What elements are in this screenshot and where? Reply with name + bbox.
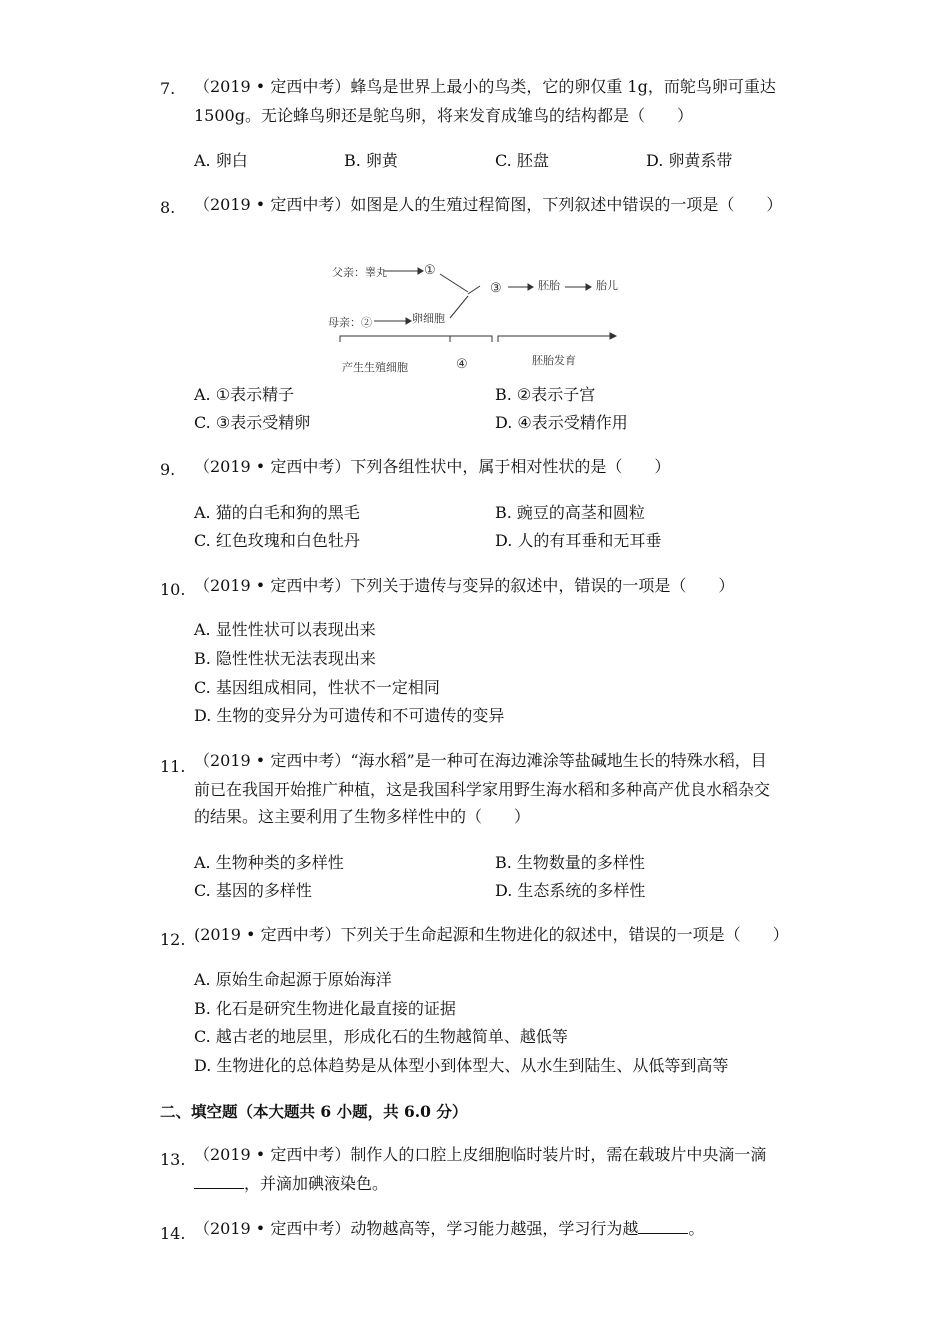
question-line: （2019 • 定西中考）如图是人的生殖过程简图，下列叙述中错误的一项是（ ） <box>194 195 783 214</box>
option-d[interactable]: D. 人的有耳垂和无耳垂 <box>495 531 662 550</box>
circle-1-label: ① <box>424 263 436 278</box>
option-a[interactable]: A. 猫的白毛和狗的黑毛 <box>194 503 360 522</box>
question-line: （2019 • 定西中考）下列各组性状中，属于相对性状的是（ ） <box>194 457 671 476</box>
question-line <box>194 1214 704 1243</box>
option-b[interactable]: B. ②表示子宫 <box>495 385 596 404</box>
embryo-label: 胚胎 <box>538 279 560 292</box>
option-b[interactable]: B. 豌豆的高茎和圆粒 <box>495 503 645 522</box>
question-text <box>194 920 800 949</box>
branch-line <box>450 296 468 318</box>
option-d[interactable]: D. 生物的变异分为可遗传和不可遗传的变异 <box>194 706 505 725</box>
option-b[interactable]: B. 化石是研究生物进化最直接的证据 <box>194 999 456 1018</box>
question-text-after-blank: ，并滴加碘液染色。 <box>244 1174 389 1193</box>
question-line: 1500g。无论蜂鸟卵还是鸵鸟卵，将来发育成雏鸟的结构都是（ ） <box>194 106 693 125</box>
option-c[interactable]: C. ③表示受精卵 <box>194 413 311 432</box>
question-text <box>194 72 800 130</box>
arrow-head <box>610 333 616 339</box>
question-text <box>194 452 800 481</box>
question-text-before-blank: （2019 • 定西中考）动物越高等，学习能力越强，学习行为越 <box>194 1219 639 1238</box>
father-label: 父亲：睾丸 <box>332 266 387 279</box>
option-b[interactable]: B. 卵黄 <box>344 151 398 170</box>
option-a[interactable]: A. ①表示精子 <box>194 385 295 404</box>
option-c[interactable]: C. 基因组成相同，性状不一定相同 <box>194 678 440 697</box>
option-d[interactable]: D. ④表示受精作用 <box>495 413 628 432</box>
option-a[interactable]: A. 生物种类的多样性 <box>194 853 344 872</box>
branch-line <box>468 286 480 294</box>
arrow-head <box>586 284 591 290</box>
option-c[interactable]: C. 胚盘 <box>495 151 549 170</box>
question-text <box>194 190 800 219</box>
question-number: 10. <box>160 580 186 599</box>
question-line <box>194 1169 388 1198</box>
question-line: (2019 • 定西中考）下列关于生命起源和生物进化的叙述中，错误的一项是（ ） <box>194 925 789 944</box>
question-number: 13. <box>160 1150 186 1169</box>
answer-blank[interactable] <box>638 1219 688 1234</box>
question-number: 8. <box>160 198 176 217</box>
question-number: 14. <box>160 1224 186 1243</box>
option-a[interactable]: A. 卵白 <box>194 151 248 170</box>
stage-2-label: ④ <box>456 357 468 372</box>
option-d[interactable]: D. 卵黄系带 <box>646 151 733 170</box>
question-line: （2019 • 定西中考）下列关于遗传与变异的叙述中，错误的一项是（ ） <box>194 576 735 595</box>
question-line: （2019 • 定西中考）蜂鸟是世界上最小的鸟类，它的卵仅重 1g，而鸵鸟卵可重达 <box>194 77 776 96</box>
question-line: 前已在我国开始推广种植，这是我国科学家用野生海水稻和多种高产优良水稻杂交 <box>194 780 771 799</box>
option-b[interactable]: B. 生物数量的多样性 <box>495 853 645 872</box>
circle-3-label: ③ <box>490 281 502 296</box>
arrow-head <box>406 318 411 324</box>
question-line: （2019 • 定西中考）“海水稻”是一种可在海边滩涂等盐碱地生长的特殊水稻，目 <box>194 751 767 770</box>
question-text <box>194 571 800 600</box>
option-a[interactable]: A. 显性性状可以表现出来 <box>194 620 376 639</box>
question-text-after-blank: 。 <box>688 1219 705 1238</box>
question-number: 9. <box>160 460 176 479</box>
question-number: 7. <box>160 79 176 98</box>
option-c[interactable]: C. 越古老的地层里，形成化石的生物越简单、越低等 <box>194 1027 568 1046</box>
section-heading: 二、填空题（本大题共 6 小题，共 6.0 分） <box>160 1102 468 1121</box>
option-a[interactable]: A. 原始生命起源于原始海洋 <box>194 970 392 989</box>
question-number: 11. <box>160 757 186 776</box>
option-d[interactable]: D. 生态系统的多样性 <box>495 881 646 900</box>
option-d[interactable]: D. 生物进化的总体趋势是从体型小到体型大、从水生到陆生、从低等到高等 <box>194 1056 729 1075</box>
bracket-stage-2 <box>450 336 616 342</box>
fetus-label: 胎儿 <box>596 279 618 292</box>
branch-line <box>440 274 468 292</box>
mother-label: 母亲：② <box>328 316 372 329</box>
arrow-head <box>418 268 423 274</box>
question-number: 12. <box>160 930 186 949</box>
question-line: 的结果。这主要利用了生物多样性中的（ ） <box>194 807 531 826</box>
stage-1-label: 产生生殖细胞 <box>342 361 408 374</box>
bracket-stage-1 <box>340 336 492 342</box>
arrow-head <box>528 284 533 290</box>
answer-blank[interactable] <box>194 1174 244 1189</box>
option-c[interactable]: C. 基因的多样性 <box>194 881 312 900</box>
egg-label: 卵细胞 <box>412 312 445 325</box>
option-c[interactable]: C. 红色玫瑰和白色牡丹 <box>194 531 360 550</box>
stage-3-label: 胚胎发育 <box>532 354 576 367</box>
question-text <box>194 746 810 775</box>
reproduction-diagram <box>320 250 630 380</box>
option-b[interactable]: B. 隐性性状无法表现出来 <box>194 649 376 668</box>
question-line: （2019 • 定西中考）制作人的口腔上皮细胞临时装片时，需在载玻片中央滴一滴 <box>194 1145 767 1164</box>
